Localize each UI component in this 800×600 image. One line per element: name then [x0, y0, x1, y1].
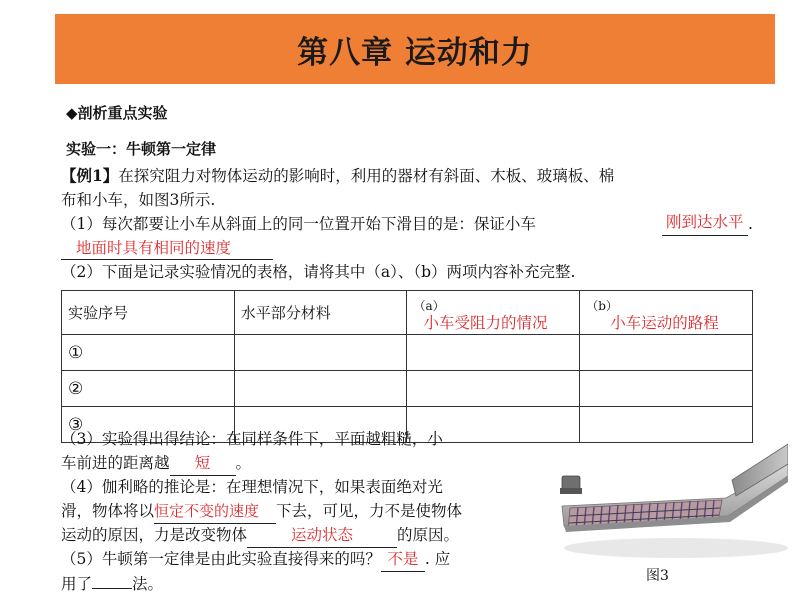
figure-shadow [564, 538, 788, 558]
table-row [62, 371, 753, 407]
q1-answer-part-1: 刚到达水平 [666, 213, 744, 231]
q5-text-c: 用了 [61, 575, 93, 593]
question-5-line-2 [61, 571, 163, 596]
q5-blank [92, 571, 132, 589]
table-cell [234, 371, 407, 407]
row-index: ② [62, 371, 235, 407]
answer-a: 小车受阻力的情况 [423, 314, 548, 332]
q5-text-d: 法。 [132, 575, 164, 593]
table-cell [580, 371, 753, 407]
figure-label: 图3 [646, 568, 669, 584]
q1-blank-line-1 [662, 235, 748, 236]
header-b-label: （b） [586, 298, 618, 313]
table-cell [407, 371, 580, 407]
header-a-label: （a） [413, 298, 445, 313]
answer-b: 小车运动的路程 [610, 314, 719, 332]
question-2-text: （2）下面是记录实验情况的表格，请将其中（a）、（b）两项内容补充完整. [61, 263, 576, 281]
header-cell-a [407, 291, 580, 335]
table-cell [234, 335, 407, 371]
q5-answer: 不是 [381, 547, 425, 572]
chapter-title: 第八章 运动和力 [297, 34, 533, 71]
table-row [62, 335, 753, 371]
q4-text-d: 的原因。 [397, 526, 460, 544]
q4-text-b: 下去，可见，力不是使物体 [276, 502, 463, 520]
table-cell [407, 335, 580, 371]
table-header-row [62, 291, 753, 335]
q1-answer-part-2: 地面时具有相同的速度 [76, 239, 232, 257]
table-cell [580, 335, 753, 371]
cart-base [560, 488, 582, 494]
question-3-line-1: （3）实验得出得结论：在同样条件下，平面越粗糙，小 [61, 430, 443, 448]
q4-answer-2: 运动状态 [247, 523, 397, 548]
incline-figure [556, 436, 788, 566]
question-4-line-2 [61, 499, 462, 524]
example-text-1: 在探究阻力对物体运动的影响时，利用的器材有斜面、木板、玻璃板、棉 [118, 167, 615, 185]
row-index: ③ [62, 407, 235, 443]
example-tag: 【例1】 [61, 166, 119, 185]
q3-answer: 短 [170, 451, 236, 476]
example-line-2: 布和小车，如图3所示. [61, 191, 216, 209]
experiment-table [61, 290, 753, 443]
q3-text-b: 。 [235, 454, 252, 472]
question-4-line-1: （4）伽利略的推论是：在理想情况下，如果表面绝对光 [61, 478, 443, 496]
q4-answer-1: 恒定不变的速度 [154, 499, 276, 524]
q5-text-b: . 应 [424, 550, 451, 568]
question-4-line-3 [61, 523, 459, 548]
question-1-text: （1）每次都要让小车从斜面上的同一位置开始下滑目的是：保证小车 [61, 215, 536, 233]
question-3-line-2 [61, 451, 251, 476]
q3-text-a: 车前进的距离越 [61, 454, 170, 472]
header-cell: 水平部分材料 [234, 291, 407, 335]
row-index: ① [62, 335, 235, 371]
q4-text-a: 滑，物体将以 [61, 502, 155, 520]
chapter-banner [55, 14, 775, 84]
example-line-1 [61, 164, 614, 188]
q1-end-mark: . [748, 215, 753, 233]
header-cell: 实验序号 [62, 291, 235, 335]
q4-text-c: 运动的原因，力是改变物体 [61, 526, 248, 544]
section-heading: ◆剖析重点实验 [66, 104, 168, 122]
question-5-line-1 [61, 547, 450, 572]
experiment-heading: 实验一：牛顿第一定律 [66, 140, 217, 158]
header-cell-b [580, 291, 753, 335]
q5-text-a: （5）牛顿第一定律是由此实验直接得来的吗？ [61, 550, 381, 568]
